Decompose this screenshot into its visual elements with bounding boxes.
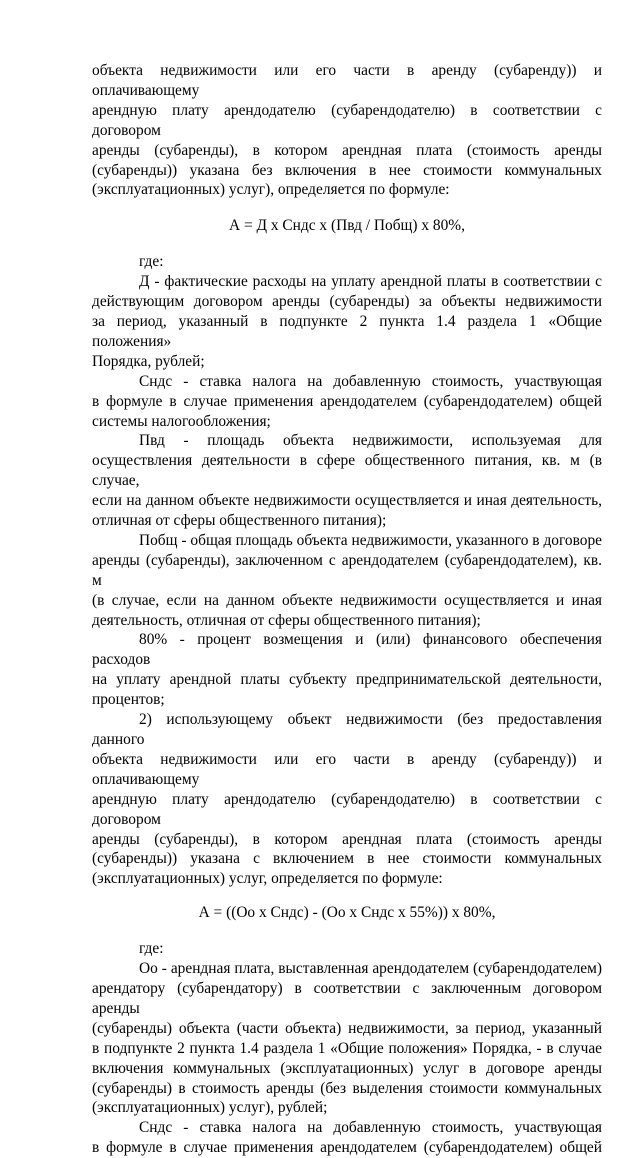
text-line: Пвд - площадь объекта недвижимости, используемая для — [139, 432, 602, 450]
where-label-2: где: — [139, 940, 164, 958]
text-line: (эксплуатационных) услуг), определяется по формуле: — [92, 181, 450, 199]
text-line: Д - фактические расходы на уплату арендной платы в соответствии с — [139, 273, 602, 291]
where-label-1: где: — [139, 253, 164, 271]
text-line: арендатору (субарендатору) в соответствии с заключенным договором аренды — [92, 979, 602, 1017]
text-line: системы налогообложения; — [92, 412, 271, 430]
text-line: Побщ - общая площадь объекта недвижимости, указанного в договоре — [139, 531, 602, 549]
text-line: (субаренды)) указана без включения в нее стоимости коммунальных — [92, 161, 602, 179]
definition-snds-2 — [92, 1118, 602, 1158]
definition-snds-1 — [92, 372, 602, 432]
text-line: в формуле в случае применения арендодателем (субарендодателем) общей — [92, 392, 602, 410]
text-line: 2) использующему объект недвижимости (без предоставления данного — [92, 711, 602, 748]
text-line: отличная от сферы общественного питания); — [92, 512, 387, 530]
text-line: объекта недвижимости или его части в аренду (субаренду)) и оплачивающему — [92, 62, 602, 99]
text-line: арендную плату арендодателю (субарендодателю) в соответствии с договором — [92, 101, 602, 139]
text-line: (в случае, если на данном объекте недвижимости осуществляется и иная — [92, 591, 602, 609]
paragraph-item-2 — [92, 710, 602, 889]
text-line: 80% - процент возмещения и (или) финансового обеспечения расходов — [92, 631, 602, 669]
text-line: (субаренды) в стоимость аренды (без выделения стоимости коммунальных — [92, 1079, 602, 1097]
definition-oo — [92, 959, 602, 1118]
formula-2: А = ((Оо х Сндс) - (Оо х Сндс х 55%)) х 80%, — [198, 904, 496, 922]
text-line: (эксплуатационных) услуг), рублей; — [92, 1099, 328, 1117]
text-line: арендную плату арендодателю (субарендодателю) в соответствии с договором — [92, 790, 602, 828]
text-line: (субаренды) объекта (части объекта) недвижимости, за период, указанный — [92, 1019, 602, 1037]
definition-d — [92, 272, 602, 372]
text-line: деятельность, отличная от сферы общественного питания); — [92, 611, 481, 629]
text-line: действующим договором аренды (субаренды) за объекты недвижимости — [92, 293, 602, 311]
text-line: осуществления деятельности в сфере общественного питания, кв. м (в случае, — [92, 452, 602, 490]
text-line: (эксплуатационных) услуг, определяется по формуле: — [92, 870, 443, 888]
definition-pvd — [92, 431, 602, 531]
text-line: объекта недвижимости или его части в аренду (субаренду)) и оплачивающему — [92, 750, 602, 788]
text-line: Сндс - ставка налога на добавленную стоимость, участвующая — [139, 1119, 602, 1137]
text-line: за период, указанный в подпункте 2 пункта 1.4 раздела 1 «Общие положения» — [92, 312, 602, 350]
paragraph-object-without-sublease — [92, 61, 602, 200]
formula-1: А = Д х Сндс х (Пвд / Побщ) х 80%, — [229, 217, 465, 235]
text-line: включения коммунальных (эксплуатационных) услуг в договоре аренды — [92, 1059, 602, 1077]
definition-80-percent — [92, 630, 602, 710]
text-line: в подпункте 2 пункта 1.4 раздела 1 «Общие положения» Порядка, - в случае — [92, 1039, 602, 1057]
text-line: аренды (субаренды), заключенном с арендодателем (субарендодателем), кв. м — [92, 551, 602, 589]
text-line: если на данном объекте недвижимости осуществляется и иная деятельность, — [92, 492, 602, 510]
text-line: в формуле в случае применения арендодателем (субарендодателем) общей — [92, 1139, 602, 1157]
text-line: аренды (субаренды), в котором арендная плата (стоимость аренды — [92, 141, 602, 159]
text-line: Сндс - ставка налога на добавленную стоимость, участвующая — [139, 372, 602, 390]
definition-pobsh — [92, 531, 602, 631]
text-line: (субаренды)) указана с включением в нее стоимости коммунальных — [92, 850, 602, 868]
text-line: на уплату арендной платы субъекту предпринимательской деятельности, — [92, 671, 602, 689]
text-line: Порядка, рублей; — [92, 352, 205, 370]
text-line: Оо - арендная плата, выставленная арендодателем (субарендодателем) — [139, 960, 602, 978]
text-line: аренды (субаренды), в котором арендная плата (стоимость аренды — [92, 830, 602, 848]
text-line: процентов; — [92, 691, 165, 709]
document-body — [92, 61, 602, 1158]
